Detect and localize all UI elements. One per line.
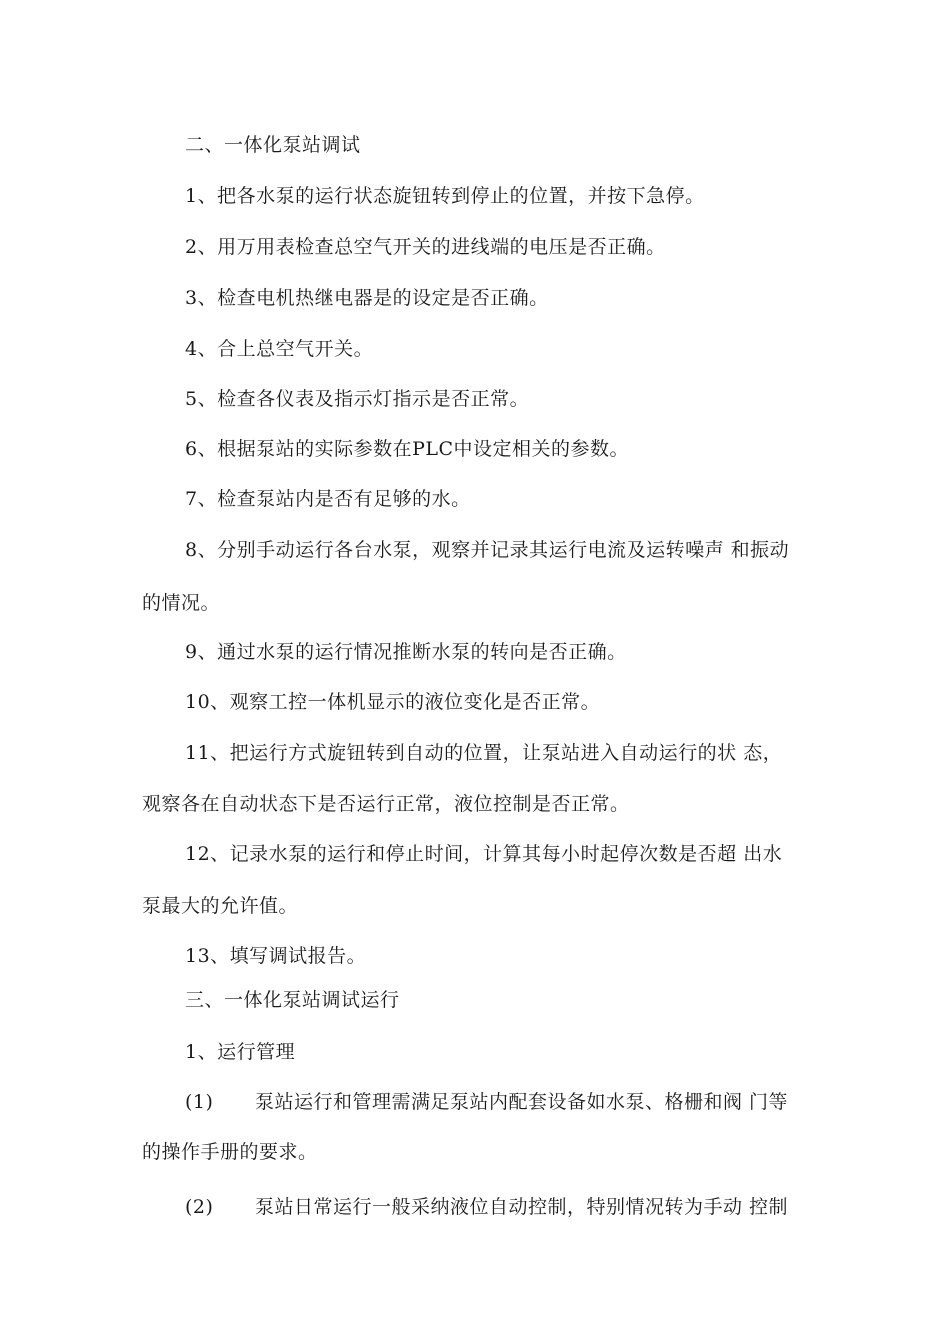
paragraph-line: 5、检查各仪表及指示灯指示是否正常。 xyxy=(185,388,530,410)
subsection-heading: 1、运行管理 xyxy=(185,1041,296,1063)
paragraph-line: 8、分别手动运行各台水泵，观察并记录其运行电流及运转噪声 和振动 xyxy=(185,539,790,561)
paragraph-line: 泵最大的允许值。 xyxy=(142,895,299,917)
paragraph-line: 12、记录水泵的运行和停止时间，计算其每小时起停次数是否超 出水 xyxy=(185,843,783,865)
paragraph-line: 观察各在自动状态下是否运行正常，液位控制是否正常。 xyxy=(142,793,630,815)
paragraph-line: 1、把各水泵的运行状态旋钮转到停止的位置，并按下急停。 xyxy=(185,185,705,207)
item-number: (2) xyxy=(185,1196,214,1218)
paragraph-line: 13、填写调试报告。 xyxy=(185,945,367,967)
item-number: (1) xyxy=(185,1091,214,1113)
section-heading: 三、一体化泵站调试运行 xyxy=(185,989,400,1011)
paragraph-line: 9、通过水泵的运行情况推断水泵的转向是否正确。 xyxy=(185,641,627,663)
paragraph-line: 的操作手册的要求。 xyxy=(142,1141,318,1163)
paragraph-line: 11、把运行方式旋钮转到自动的位置，让泵站进入自动运行的状 态， xyxy=(185,742,783,764)
section-heading: 二、一体化泵站调试 xyxy=(185,134,361,156)
paragraph-line: 的情况。 xyxy=(142,592,221,614)
paragraph-line: 3、检查电机热继电器是的设定是否正确。 xyxy=(185,287,549,309)
paragraph-line: 2、用万用表检查总空气开关的进线端的电压是否正确。 xyxy=(185,236,666,258)
paragraph-line: 6、根据泵站的实际参数在PLC中设定相关的参数。 xyxy=(185,438,630,460)
paragraph-line: 4、合上总空气开关。 xyxy=(185,338,374,360)
paragraph-line: 7、检查泵站内是否有足够的水。 xyxy=(185,488,471,510)
paragraph-line: 泵站运行和管理需满足泵站内配套设备如水泵、格栅和阀 门等 xyxy=(255,1091,789,1113)
paragraph-line: 泵站日常运行一般采纳液位自动控制，特别情况转为手动 控制 xyxy=(255,1196,789,1218)
paragraph-line: 10、观察工控一体机显示的液位变化是否正常。 xyxy=(185,691,601,713)
